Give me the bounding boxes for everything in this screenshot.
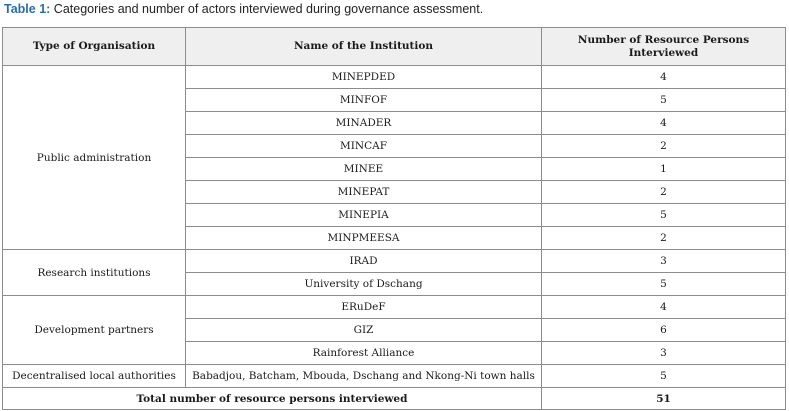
institution-name-cell: MINFOF <box>186 89 542 112</box>
table-row <box>3 66 786 89</box>
organisation-type-cell: Public administration <box>3 66 186 250</box>
table-row <box>3 296 786 319</box>
table-body <box>3 66 786 388</box>
header-type-of-organisation: Type of Organisation <box>3 28 186 66</box>
institution-name-cell: ERuDeF <box>186 296 542 319</box>
institution-name-cell: GIZ <box>186 319 542 342</box>
persons-count-cell: 5 <box>542 273 786 296</box>
persons-count-cell: 1 <box>542 158 786 181</box>
table-caption-label: Table 1: <box>4 2 51 16</box>
institution-name-cell: MINEE <box>186 158 542 181</box>
total-label: Total number of resource persons interviewed <box>3 388 542 410</box>
header-row <box>3 28 786 66</box>
header-name-of-institution: Name of the Institution <box>186 28 542 66</box>
organisation-type-cell: Decentralised local authorities <box>3 365 186 388</box>
institution-name-cell: MINEPIA <box>186 204 542 227</box>
persons-count-cell: 5 <box>542 89 786 112</box>
persons-count-cell: 4 <box>542 112 786 135</box>
table-caption <box>4 2 483 16</box>
persons-count-cell: 2 <box>542 135 786 158</box>
institution-name-cell: Rainforest Alliance <box>186 342 542 365</box>
persons-count-cell: 2 <box>542 181 786 204</box>
table-caption-text: Categories and number of actors interviewed during governance assessment. <box>50 2 484 16</box>
total-row <box>3 388 786 410</box>
persons-count-cell: 4 <box>542 66 786 89</box>
table-row <box>3 250 786 273</box>
institution-name-cell: MINCAF <box>186 135 542 158</box>
institution-name-cell: MINEPDED <box>186 66 542 89</box>
institution-name-cell: MINADER <box>186 112 542 135</box>
persons-count-cell: 6 <box>542 319 786 342</box>
persons-count-cell: 2 <box>542 227 786 250</box>
persons-count-cell: 3 <box>542 342 786 365</box>
institution-name-cell: Babadjou, Batcham, Mbouda, Dschang and Nkong-Ni town halls <box>186 365 542 388</box>
institution-name-cell: MINPMEESA <box>186 227 542 250</box>
institution-name-cell: IRAD <box>186 250 542 273</box>
institution-name-cell: MINEPAT <box>186 181 542 204</box>
organisation-type-cell: Development partners <box>3 296 186 365</box>
header-number-interviewed: Number of Resource Persons Interviewed <box>542 28 786 66</box>
total-value: 51 <box>542 388 786 410</box>
persons-count-cell: 3 <box>542 250 786 273</box>
persons-count-cell: 5 <box>542 204 786 227</box>
institution-name-cell: University of Dschang <box>186 273 542 296</box>
table-row <box>3 365 786 388</box>
organisation-type-cell: Research institutions <box>3 250 186 296</box>
actors-table <box>2 27 786 410</box>
persons-count-cell: 4 <box>542 296 786 319</box>
persons-count-cell: 5 <box>542 365 786 388</box>
